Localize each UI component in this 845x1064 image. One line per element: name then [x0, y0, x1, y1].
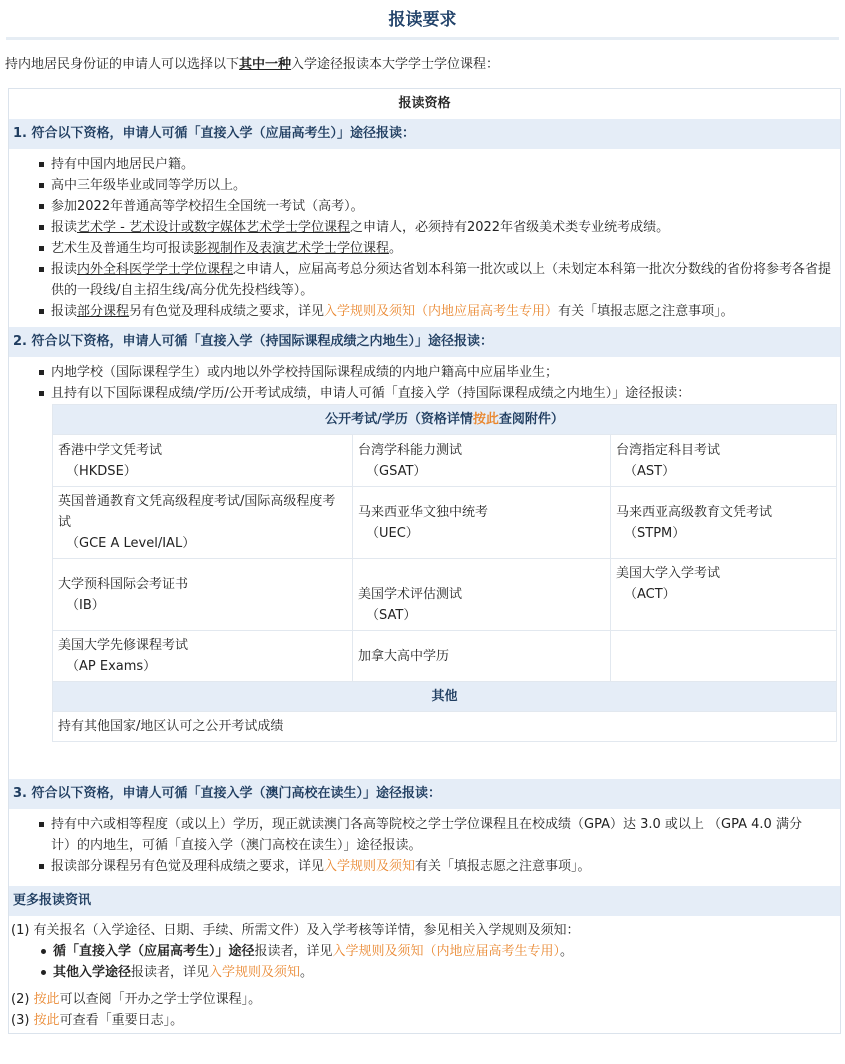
eligibility-header: 报读资格 — [398, 96, 451, 111]
text: 。 — [389, 241, 403, 256]
exam-name: 美国学术评估测试 — [358, 587, 463, 602]
eligibility-table — [8, 88, 841, 1034]
exam-name: 台湾学科能力测试 — [358, 442, 463, 458]
intro-text — [5, 54, 845, 76]
exam-name: 香港中学文凭考试 — [58, 442, 163, 458]
bold-text: 循「直接入学（应届高考生）」途径 — [53, 944, 255, 959]
text: 报读 — [51, 262, 78, 277]
intro-after: 入学途径报读本大学学士学位课程： — [291, 57, 500, 72]
exam-cell — [353, 487, 611, 559]
section1-item: 参加2022年普通高等学校招生全国统一考试（高考）。 — [39, 196, 836, 217]
section2-title: 2. 符合以下资格，申请人可循「直接入学（持国际课程成绩之内地生）」途径报读： — [9, 327, 840, 357]
more-info-title: 更多报读资讯 — [9, 886, 840, 916]
exam-table-header — [53, 405, 837, 435]
section1-item — [39, 238, 836, 259]
exam-cell-empty — [611, 631, 837, 682]
section1-item: 高中三年级毕业或同等学历以上。 — [39, 175, 836, 196]
exam-abbr: （AP Exams） — [66, 659, 157, 674]
section1-item — [39, 301, 836, 322]
more-info-subitem — [41, 962, 840, 983]
more-info-body — [9, 916, 840, 1033]
art-design-programme: 艺术学 - 艺术设计或数字媒体艺术学士学位课程 — [77, 220, 350, 235]
more-info-sublist — [11, 941, 840, 983]
admission-rules-link[interactable]: 入学规则及须知（内地应届高考生专用） — [324, 304, 559, 319]
exam-abbr: （UEC） — [366, 525, 419, 541]
exam-cell — [53, 435, 353, 487]
exam-cell — [53, 559, 353, 631]
text: 之申请人，必须持有2022年省级美术类专业统考成绩。 — [349, 220, 670, 235]
section1-item — [39, 217, 836, 238]
exam-cell — [353, 435, 611, 487]
text: (3) — [11, 1013, 34, 1028]
text: 报读部分课程另有色觉及理科成绩之要求，详见 — [51, 859, 325, 874]
exam-abbr: （ACT） — [624, 587, 676, 602]
text: 艺术生及普通生均可报读 — [51, 241, 195, 256]
exam-cell — [353, 631, 611, 682]
admission-rules-link[interactable]: 入学规则及须知 — [209, 965, 301, 980]
text: (2) — [11, 992, 34, 1007]
section3-list — [9, 809, 840, 882]
some-programmes: 部分课程 — [77, 304, 130, 319]
film-programme: 影视制作及表演艺术学士学位课程 — [194, 241, 390, 256]
admission-rules-gaokao-link[interactable]: 入学规则及须知（内地应届高考生专用） — [332, 944, 561, 959]
exam-table — [52, 404, 837, 742]
text: 可以查阅「开办之学士学位课程」。 — [59, 992, 262, 1007]
more-info-p1: (1) 有关报名（入学途径、日期、手续、所需文件）及入学考核等详情，参见相关入学规则及须知： — [11, 923, 580, 938]
medicine-programme: 内外全科医学学士学位课程 — [77, 262, 234, 277]
text: 。 — [300, 965, 314, 980]
text: 公开考试/学历（资格详情 — [325, 412, 473, 427]
section3-title: 3. 符合以下资格，申请人可循「直接入学（澳门高校在读生）」途径报读： — [9, 779, 840, 809]
exam-name: 加拿大高中学历 — [358, 648, 450, 664]
more-info-subitem — [41, 941, 840, 962]
exam-name: 美国大学先修课程考试 — [58, 638, 189, 653]
exam-cell — [353, 559, 611, 631]
section3-item — [39, 856, 810, 877]
section1-list — [9, 149, 840, 327]
exam-abbr: （GSAT） — [366, 463, 427, 479]
bold-text: 其他入学途径 — [53, 965, 132, 980]
text: 。 — [560, 944, 574, 959]
other-text: 持有其他国家/地区认可之公开考试成绩 — [53, 712, 837, 742]
exam-abbr: （HKDSE） — [66, 463, 137, 479]
text: 可查看「重要日志」。 — [59, 1013, 184, 1028]
spacer — [9, 742, 840, 779]
exam-name: 马来西亚高级教育文凭考试 — [616, 504, 773, 520]
attachment-link[interactable]: 按此 — [472, 412, 499, 427]
intro-emphasis: 其中一种 — [239, 57, 292, 72]
exam-name: 台湾指定科目考试 — [616, 442, 721, 458]
section1-item: 持有中国内地居民户籍。 — [39, 154, 836, 175]
text: 查阅附件） — [498, 412, 564, 427]
section1-title: 1. 符合以下资格，申请人可循「直接入学（应届高考生）」途径报读： — [9, 119, 840, 149]
exam-name: 美国大学入学考试 — [616, 566, 721, 581]
other-header: 其他 — [53, 682, 837, 712]
exam-abbr: （SAT） — [366, 608, 417, 623]
exam-abbr: （IB） — [66, 597, 105, 613]
text: 有关「填报志愿之注意事项」。 — [415, 859, 591, 874]
more-info-p2 — [11, 989, 840, 1010]
exam-name: 大学预科国际会考证书 — [58, 576, 189, 592]
exam-cell — [53, 487, 353, 559]
section2-item: 且持有以下国际课程成绩/学历/公开考试成绩，申请人可循「直接入学（持国际课程成绩之内地生）」途径报读： — [39, 383, 836, 404]
text: 报读者，详见 — [131, 965, 210, 980]
section2-item: 内地学校（国际课程学生）或内地以外学校持国际课程成绩的内地户籍高中应届毕业生； — [39, 362, 836, 383]
exam-name: 英国普通教育文凭高级程度考试/国际高级程度考试 — [58, 494, 336, 530]
text: 报读 — [51, 304, 78, 319]
section3-item: 持有中六或相等程度（或以上）学历，现正就读澳门各高等院校之学士学位课程且在校成绩（GPA）达 3.0 或以上 （GPA 4.0 满分计）的内地生，可循「直接入学（澳门高校在读生）」途径报读。 — [39, 814, 810, 856]
intro-before: 持内地居民身份证的申请人可以选择以下 — [5, 57, 240, 72]
section2-list — [9, 357, 840, 404]
exam-abbr: （AST） — [624, 463, 676, 479]
text: 之申请人，应届高考总分须达省划本科第一批次或以上（未划定本科第一批次分数线的省份将参考各省提供的一段线/自主招生线/高分优先投档线等）。 — [51, 262, 832, 298]
text: 报读 — [51, 220, 78, 235]
exam-name: 马来西亚华文独中统考 — [358, 504, 489, 520]
section1-item — [39, 259, 836, 301]
text: 另有色觉及理科成绩之要求，详见 — [129, 304, 325, 319]
exam-abbr: （STPM） — [624, 525, 686, 541]
exam-cell — [611, 559, 837, 631]
exam-cell — [611, 435, 837, 487]
exam-cell — [53, 631, 353, 682]
programmes-link[interactable]: 按此 — [33, 992, 60, 1007]
text: 报读者，详见 — [254, 944, 333, 959]
admission-rules-link[interactable]: 入学规则及须知 — [324, 859, 416, 874]
more-info-p3 — [11, 1010, 840, 1031]
important-dates-link[interactable]: 按此 — [33, 1013, 60, 1028]
page-title: 报读要求 — [6, 0, 839, 40]
exam-cell — [611, 487, 837, 559]
text: 有关「填报志愿之注意事项」。 — [558, 304, 734, 319]
exam-abbr: （GCE A Level/IAL） — [66, 536, 196, 551]
